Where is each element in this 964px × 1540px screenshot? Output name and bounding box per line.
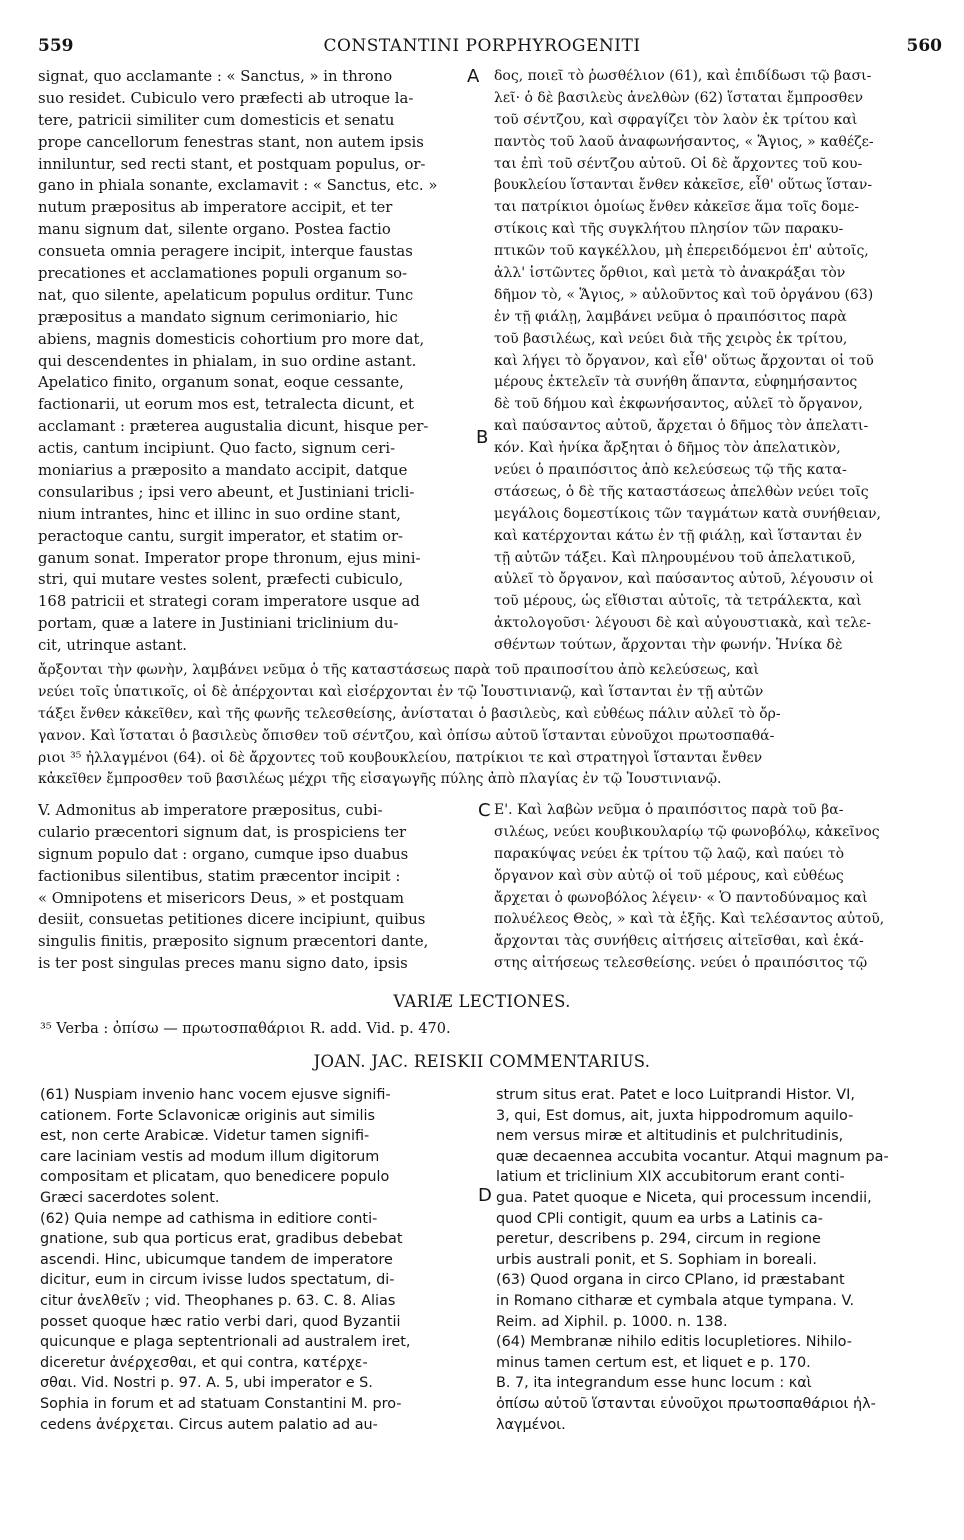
text-line: factionibus silentibus, statim præcentor incipit :	[38, 867, 401, 885]
text-line: ἐν τῇ φιάλῃ, λαμβάνει νεῦμα ὁ πραιπόσιτος παρὰ	[494, 308, 847, 325]
text-line: τάξει ἔνθεν κἀκεῖθεν, καὶ τῆς φωνῆς τελεσθείσης, ἀνίσταται ὁ βασιλεὺς, καὶ εὐθέως πάλιν αὐλεῖ τὸ ὄρ-	[38, 705, 781, 722]
text-line: ἀλλ' ἱστῶντες ὄρθιοι, καὶ μετὰ τὸ ἀνακράξαι τὸν	[494, 265, 846, 282]
greek-text-column	[494, 66, 952, 657]
page-number-left: 559	[38, 36, 74, 56]
text-line: μεγάλοις δομεστίκοις τῶν ταγμάτων κατὰ συνήθειαν,	[494, 505, 881, 522]
text-line: σιλέως, νεύει κουβικουλαρίῳ τῷ φωνοβόλῳ, κἀκεῖνος	[494, 823, 880, 840]
text-line: κἀκεῖθεν ἔμπροσθεν τοῦ βασιλέως μέχρι τῆς εἰσαγωγῆς πύλης ἀπὸ πλαγίας ἐν τῷ Ἰουστινιανῷ.	[38, 771, 722, 788]
text-line: suo residet. Cubiculo vero præfecti ab utroque la-	[38, 89, 414, 107]
text-line: λεῖ· ὁ δὲ βασιλεὺς ἀνελθὼν (62) ἵσταται ἔμπροσθεν	[494, 89, 863, 106]
text-line: γανον. Καὶ ἵσταται ὁ βασιλεὺς ὄπισθεν τοῦ σέντζου, καὶ ὀπίσω αὐτοῦ ἵστανται εὐνοῦχοι πρωτοσπαθά-	[38, 727, 775, 744]
variae-lectiones-heading: VARIÆ LECTIONES.	[393, 992, 571, 1011]
text-line: dicitur, eum in circum ivisse ludos spectatum, di-	[40, 1272, 395, 1289]
text-line: (64) Membranæ nihilo editis locupletiores. Nihilo-	[496, 1334, 852, 1351]
text-line: est, non certe Arabicæ. Videtur tamen signifi-	[40, 1128, 370, 1145]
text-line: posset quoque hæc ratio verbi dari, quod Byzantii	[40, 1313, 401, 1330]
text-line: manu signum dat, silente organo. Postea factio	[38, 221, 391, 239]
running-header	[0, 36, 964, 60]
text-line: B. 7, ita integrandum esse hunc locum : καὶ	[496, 1375, 812, 1392]
text-line: λαγμένοι.	[496, 1416, 566, 1433]
text-line: tere, patricii similiter cum domesticis et senatu	[38, 111, 395, 129]
text-line: precationes et acclamationes populi organum so-	[38, 265, 408, 283]
latin-section-v	[38, 800, 472, 975]
text-line: ganum sonat. Imperator prope thronum, ejus mini-	[38, 549, 421, 567]
text-line: παρακύψας νεύει ἐκ τρίτου τῷ λαῷ, καὶ παύει τὸ	[494, 845, 845, 862]
text-line: ascendi. Hinc, ubicumque tandem de imperatore	[40, 1251, 393, 1268]
text-line: πτικῶν τοῦ καγκέλλου, μὴ ἐπερειδόμενοι ἐπ' αὐτοῖς,	[494, 243, 869, 260]
text-line: desiit, consuetas petitiones dicere incipiunt, quibus	[38, 911, 426, 929]
text-line: peretur, describens p. 294, circum in regione	[496, 1231, 821, 1248]
text-line: consularibus ; ipsi vero abeunt, et Justiniani tricli-	[38, 483, 415, 501]
text-line: cationem. Forte Sclavonicæ originis aut similis	[40, 1107, 375, 1124]
text-line: ριοι ³⁵ ἠλλαγμένοι (64). οἱ δὲ ἄρχοντες τοῦ κουβουκλείου, πατρίκιοι τε καὶ στρατηγοὶ ἵστανται ἔνθεν	[38, 749, 763, 766]
text-line: qui descendentes in phialam, in suo ordine astant.	[38, 352, 417, 370]
text-line: Ε'. Καὶ λαβὼν νεῦμα ὁ πραιπόσιτος παρὰ τοῦ βα-	[494, 802, 844, 818]
text-line: cit, utrinque astant.	[38, 637, 188, 655]
text-line: compositam et plicatam, quo benedicere populo	[40, 1169, 390, 1186]
margin-letter-a: A	[467, 66, 480, 87]
text-line: τοῦ σέντζου, καὶ σφραγίζει τὸν λαὸν ἐκ τρίτου καὶ	[494, 111, 858, 128]
text-line: ὄργανον καὶ σὺν αὐτῷ οἱ τοῦ μέρους, καὶ εὐθέως	[494, 867, 844, 884]
text-line: 3, qui, Est domus, ait, juxta hippodromum aquilo-	[496, 1107, 854, 1124]
margin-letter-b: B	[476, 427, 489, 448]
text-line: gano in phiala sonante, exclamavit : « Sanctus, etc. »	[38, 177, 438, 195]
text-line: Apelatico finito, organum sonat, eoque cessante,	[38, 374, 404, 392]
text-line: παντὸς τοῦ λαοῦ ἀναφωνήσαντος, « Ἅγιος, » καθέζε-	[494, 133, 874, 150]
text-line: nium intrantes, hinc et illinc in suo ordine stant,	[38, 505, 401, 523]
text-line: δὲ τοῦ δήμου καὶ ἐκφωνήσαντος, αὐλεῖ τὸ ὄργανον,	[494, 396, 863, 413]
text-line: abiens, magnis domesticis cohortium pro more dat,	[38, 330, 425, 348]
text-line: « Omnipotens et misericors Deus, » et postquam	[38, 889, 405, 907]
commentary-left-column	[40, 1085, 474, 1435]
text-line: καὶ παύσαντος αὐτοῦ, ἄρχεται ὁ δῆμος τὸν ἀπελατι-	[494, 418, 869, 435]
text-line: acclamant : præterea augustalia dicunt, hisque per-	[38, 418, 429, 436]
text-line: peractoque cantu, surgit imperator, et statim or-	[38, 527, 404, 545]
text-line: actis, cantum incipiunt. Quo facto, signum ceri-	[38, 440, 396, 458]
text-line: νεύει ὁ πραιπόσιτος ἀπὸ κελεύσεως τῷ τῆς κατα-	[494, 462, 847, 479]
text-line: δος, ποιεῖ τὸ ῥωσθέλιον (61), καὶ ἐπιδίδωσι τῷ βασι-	[494, 68, 872, 84]
text-line: urbis australi ponit, et S. Sophiam in boreali.	[496, 1251, 817, 1268]
text-line: portam, quæ a latere in Justiniani triclinium du-	[38, 615, 399, 633]
text-line: μέρους ἐκτελεῖν τὰ συνήθη ἅπαντα, εὐφημήσαντος	[494, 374, 858, 391]
text-line: αὐλεῖ τὸ ὄργανον, καὶ παύσαντος αὐτοῦ, λέγουσιν οἱ	[494, 571, 874, 588]
text-line: in Romano citharæ et cymbala atque tympana. V.	[496, 1292, 855, 1309]
text-line: is ter post singulas preces manu signo dato, ipsis	[38, 955, 408, 973]
text-line: quod CPli contigit, quum ea urbs a Latinis ca-	[496, 1210, 823, 1227]
text-line: σθέντων τούτων, ἄρχονται τὴν φωνήν. Ἡνίκα δὲ	[494, 637, 843, 654]
text-line: strum situs erat. Patet e loco Luitprandi Histor. VI,	[496, 1087, 855, 1103]
text-line: ὀπίσω αὐτοῦ ἵστανται εὐνοῦχοι πρωτοσπαθάριοι ἠλ-	[496, 1395, 876, 1412]
text-line: 168 patricii et strategi coram imperatore usque ad	[38, 593, 420, 611]
text-line: βουκλείου ἵστανται ἔνθεν κἀκεῖσε, εἶθ' οὕτως ἵσταν-	[494, 177, 873, 194]
text-line: V. Admonitus ab imperatore præpositus, cubi-	[38, 802, 383, 819]
text-line: κόν. Καὶ ἡνίκα ἄρξηται ὁ δῆμος τὸν ἀπελατικὸν,	[494, 440, 841, 457]
text-line: Sophia in forum et ad statuam Constantini M. pro-	[40, 1395, 402, 1412]
text-line: citur ἀνελθεῖν ; vid. Theophanes p. 63. C. 8. Alias	[40, 1292, 396, 1309]
margin-letter-d: D	[478, 1185, 492, 1206]
text-line: πολυέλεος Θεὸς, » καὶ τὰ ἑξῆς. Καὶ τελέσαντος αὐτοῦ,	[494, 911, 885, 928]
text-line: nat, quo silente, apelaticum populus orditur. Tunc	[38, 286, 414, 304]
text-line: ται ἐπὶ τοῦ σέντζου αὐτοῦ. Οἱ δὲ ἄρχοντες τοῦ κου-	[494, 155, 863, 172]
page-number-right: 560	[906, 36, 942, 56]
text-line: τοῦ βασιλέως, καὶ νεύει διὰ τῆς χειρὸς ἐκ τρίτου,	[494, 330, 848, 347]
text-line: culario præcentori signum dat, is prospiciens ter	[38, 823, 407, 841]
text-line: quæ decaennea accubita vocantur. Atqui magnum pa-	[496, 1148, 889, 1165]
text-line: stri, qui mutare vestes solent, præfecti cubiculo,	[38, 571, 404, 589]
text-line: signat, quo acclamante : « Sanctus, » in throno	[38, 68, 393, 85]
text-line: (62) Quia nempe ad cathisma in editiore conti-	[40, 1210, 378, 1227]
text-line: ται πατρίκιοι ὁμοίως ἔνθεν κἀκεῖσε ἅμα τοῖς δομε-	[494, 199, 859, 216]
margin-letter-c: C	[478, 800, 491, 821]
text-line: moniarius a præposito a mandato accipit, datque	[38, 462, 408, 480]
text-line: singulis finitis, præposito signum præcentori dante,	[38, 933, 429, 951]
text-line: prope cancellorum fenestras stant, non autem ipsis	[38, 133, 424, 151]
text-line: στάσεως, ὁ δὲ τῆς καταστάσεως ἀπελθὼν νεύει τοῖς	[494, 483, 869, 500]
text-line: ἄρχεται ὁ φωνοβόλος λέγειν· « Ὁ παντοδύναμος καὶ	[494, 889, 868, 906]
text-line: inniluntur, sed recti stant, et postquam populus, or-	[38, 155, 426, 173]
greek-full-width-text	[38, 660, 952, 791]
text-line: (61) Nuspiam invenio hanc vocem ejusve signifi-	[40, 1087, 391, 1103]
text-line: factionarii, ut eorum mos est, tetralecta dicunt, et	[38, 396, 414, 414]
latin-text-column	[38, 66, 468, 657]
text-line: ἄρχονται τὰς συνήθεις αἰτήσεις αἰτεῖσθαι, καὶ ἑκά-	[494, 933, 864, 950]
text-line: (63) Quod organa in circo CPlano, id præstabant	[496, 1272, 845, 1289]
text-line: cedens ἀνέρχεται. Circus autem palatio ad au-	[40, 1416, 378, 1433]
text-line: gnatione, sub qua porticus erat, gradibus debebat	[40, 1231, 403, 1248]
text-line: nutum præpositus ab imperatore accipit, et ter	[38, 199, 393, 217]
text-line: στίκοις καὶ τῆς συγκλήτου πλησίον τῶν παρακυ-	[494, 221, 844, 238]
text-line: gua. Patet quoque e Niceta, qui processum incendii,	[496, 1189, 872, 1206]
text-line: σθαι. Vid. Nostri p. 97. A. 5, ubi imperator e S.	[40, 1375, 373, 1392]
text-line: latium et triclinium XIX accubitorum erant conti-	[496, 1169, 845, 1186]
text-line: ἀκτολογοῦσι· λέγουσι δὲ καὶ αὐγουστιακὰ, καὶ τελε-	[494, 615, 872, 632]
text-line: καὶ λήγει τὸ ὄργανον, καὶ εἶθ' οὕτως ἄρχονται οἱ τοῦ	[494, 352, 874, 369]
text-line: τοῦ μέρους, ὡς εἴθισται αὐτοῖς, τὰ τετράλεκτα, καὶ	[494, 593, 862, 610]
text-line: καὶ κατέρχονται κάτω ἐν τῇ φιάλῃ, καὶ ἵστανται ἐν	[494, 527, 862, 544]
greek-section-v	[494, 800, 952, 975]
text-line: δῆμον τὸ, « Ἅγιος, » αὐλοῦντος καὶ τοῦ ὀργάνου (63)	[494, 286, 874, 303]
variant-reading-note: ³⁵ Verba : ὀπίσω — πρωτοσπαθάριοι R. add. Vid. p. 470.	[40, 1021, 451, 1037]
text-line: quicunque e plaga septentrionali ad australem iret,	[40, 1334, 411, 1351]
text-line: minus tamen certum est, et liquet e p. 170.	[496, 1354, 811, 1371]
text-line: Græci sacerdotes solent.	[40, 1189, 220, 1206]
text-line: στης αἰτήσεως τελεσθείσης. νεύει ὁ πραιπόσιτος τῷ	[494, 955, 868, 972]
text-line: care laciniam vestis ad modum illum digitorum	[40, 1148, 380, 1165]
commentary-heading: JOAN. JAC. REISKII COMMENTARIUS.	[313, 1052, 651, 1071]
text-line: diceretur ἀνέρχεσθαι, et qui contra, κατέρχε-	[40, 1354, 368, 1371]
commentary-right-column	[496, 1085, 952, 1435]
text-line: ἄρξονται τὴν φωνὴν, λαμβάνει νεῦμα ὁ τῆς καταστάσεως παρὰ τοῦ πραιποσίτου ἀπὸ κελεύσεως, καὶ	[38, 662, 759, 678]
text-line: nem versus miræ et altitudinis et pulchritudinis,	[496, 1128, 844, 1145]
running-title: CONSTANTINI PORPHYROGENITI	[323, 36, 641, 56]
text-line: signum populo dat : organo, cumque ipso duabus	[38, 845, 409, 863]
text-line: νεύει τοῖς ὑπατικοῖς, οἱ δὲ ἀπέρχονται καὶ εἰσέρχονται ἐν τῷ Ἰουστινιανῷ, καὶ ἵστανται ἐν τῇ αὐτῶν	[38, 683, 764, 700]
text-line: consueta omnia peragere incipit, interque faustas	[38, 243, 413, 261]
text-line: præpositus a mandato signum cerimoniario, hic	[38, 308, 398, 326]
text-line: Reim. ad Xiphil. p. 1000. n. 138.	[496, 1313, 728, 1330]
text-line: τῇ αὐτῶν τάξει. Καὶ πληρουμένου τοῦ ἀπελατικοῦ,	[494, 549, 856, 566]
